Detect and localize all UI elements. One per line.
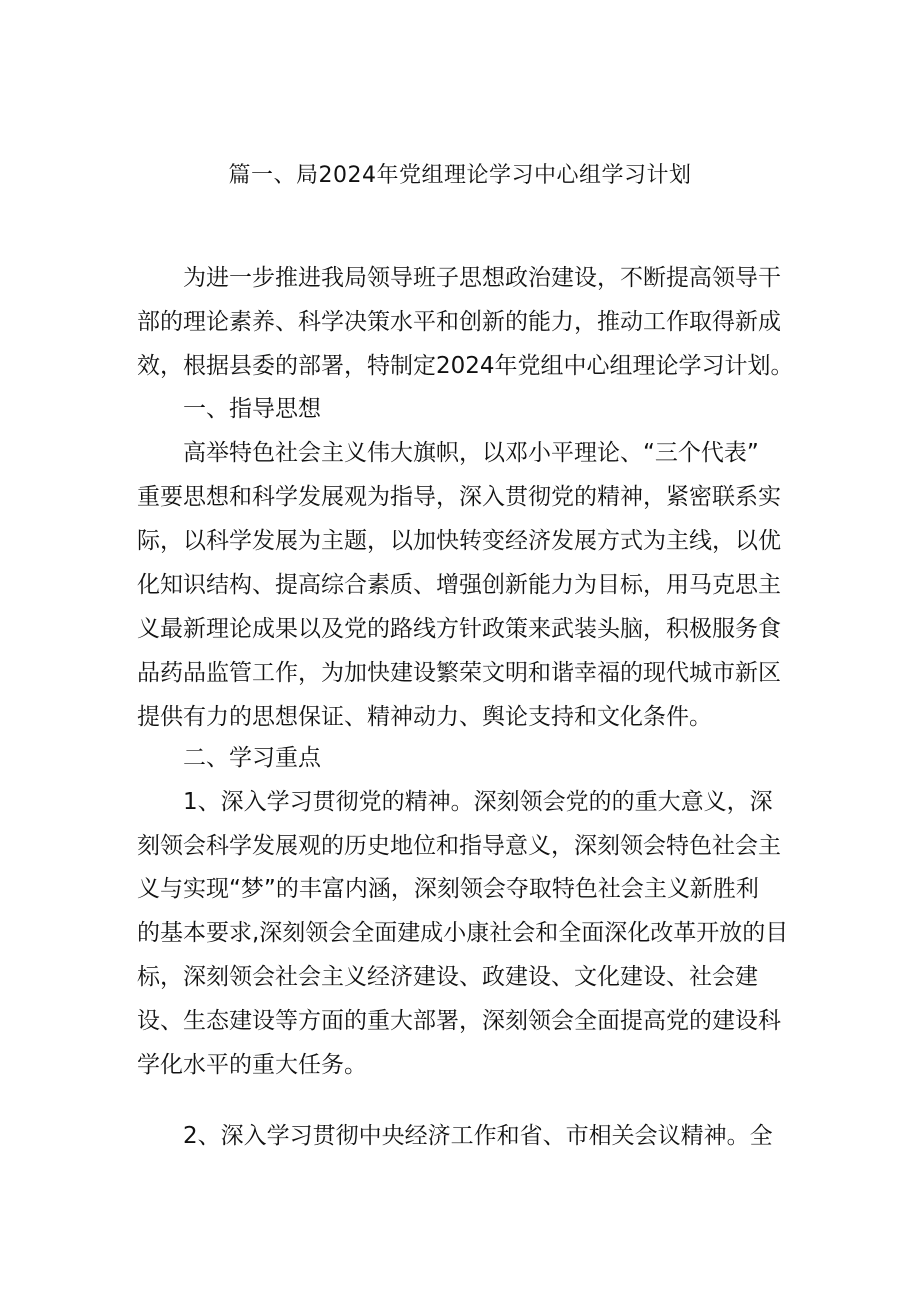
paragraph-line: 标，深刻领会社会主义经济建设、政建设、文化建设、社会建 (137, 964, 758, 990)
paragraph-line: 品药品监管工作，为加快建设繁荣文明和谐幸福的现代城市新区 (137, 660, 781, 686)
paragraph-line: 部的理论素养、科学决策水平和创新的能力，推动工作取得新成 (137, 309, 781, 335)
paragraph-line: 刻领会科学发展观的历史地位和指导意义，深刻领会特色社会主 (137, 833, 781, 859)
paragraph-line: 高举特色社会主义伟大旗帜，以邓小平理论、“三个代表” (183, 440, 759, 466)
paragraph-line: 提供有力的思想保证、精神动力、舆论支持和文化条件。 (137, 704, 712, 730)
paragraph-line: 设、生态建设等方面的重大部署，深刻领会全面提高党的建设科 (137, 1008, 781, 1034)
paragraph-line: 际，以科学发展为主题，以加快转变经济发展方式为主线，以优 (137, 528, 781, 554)
paragraph-line: 为进一步推进我局领导班子思想政治建设，不断提高领导干 (183, 265, 781, 291)
document-title: 篇一、局2024年党组理论学习中心组学习计划 (228, 163, 692, 188)
paragraph-line: 重要思想和科学发展观为指导，深入贯彻党的精神，紧密联系实 (137, 484, 781, 510)
paragraph-line: 2、深入学习贯彻中央经济工作和省、市相关会议精神。全 (183, 1123, 773, 1149)
paragraph-line: 学化水平的重大任务。 (137, 1052, 367, 1078)
paragraph-line: 义与实现“梦”的丰富内涵，深刻领会夺取特色社会主义新胜利 (137, 876, 759, 902)
paragraph-line: 效，根据县委的部署，特制定2024年党组中心组理论学习计划。 (137, 353, 794, 379)
paragraph-line: 1、深入学习贯彻党的精神。深刻领会党的的重大意义，深 (183, 789, 773, 815)
paragraph-line: 的基本要求,深刻领会全面建成小康社会和全面深化改革开放的目 (137, 920, 789, 946)
section-heading: 一、指导思想 (183, 396, 321, 422)
paragraph-line: 义最新理论成果以及党的路线方针政策来武装头脑，积极服务食 (137, 616, 781, 642)
section-heading: 二、学习重点 (183, 745, 321, 771)
paragraph-line: 化知识结构、提高综合素质、增强创新能力为目标，用马克思主 (137, 572, 781, 598)
